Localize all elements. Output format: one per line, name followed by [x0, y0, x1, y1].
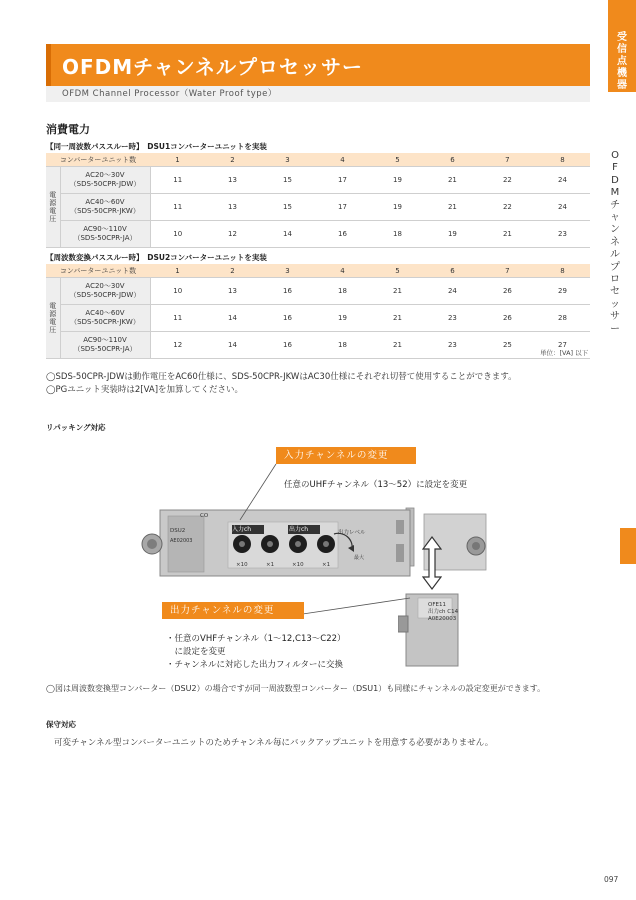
dial-label: ×10 — [236, 562, 248, 568]
table-cell: 16 — [260, 332, 315, 359]
table-cell: 15 — [260, 194, 315, 221]
table-cell: 17 — [315, 167, 370, 194]
voltage-label: AC20～30V （SDS-50CPR-JDW） — [60, 278, 150, 305]
leader-line-output — [296, 598, 410, 615]
voltage-label: AC20～30V （SDS-50CPR-JDW） — [60, 167, 150, 194]
table-cell: 13 — [205, 167, 260, 194]
table-cell: 27 — [535, 332, 590, 359]
table-cell: 13 — [205, 194, 260, 221]
col-header: 1 — [150, 153, 205, 167]
section-heading-repack: リパッキング対応 — [46, 423, 106, 432]
voltage-label: AC40～60V （SDS-50CPR-JKW） — [60, 305, 150, 332]
output-level-label: 出力レベル — [338, 530, 366, 536]
table-cell: 21 — [370, 305, 425, 332]
input-channel-callout: 入力チャンネルの変更 — [276, 447, 416, 464]
table-cell: 21 — [425, 194, 480, 221]
co-label: CO — [200, 513, 209, 519]
table-row — [46, 278, 590, 305]
table-cell: 19 — [315, 305, 370, 332]
col-header: 2 — [205, 264, 260, 278]
output-desc-2: に設定を変更 — [166, 647, 226, 657]
table-cell: 21 — [370, 332, 425, 359]
output-desc-1: ・任意のVHFチャンネル（1～12,C13～C22） — [166, 634, 346, 644]
max-label: 最大 — [354, 555, 365, 561]
table-cell: 24 — [535, 167, 590, 194]
table-cell: 24 — [425, 278, 480, 305]
output-ch-label: 出力ch — [289, 526, 309, 533]
power-table-dsu2 — [46, 264, 590, 359]
category-tab-label: 受 信 点 機 器 — [617, 32, 627, 91]
dial-label: ×1 — [322, 562, 331, 568]
power-note-2: ◯PGユニット実装時は2[VA]を加算してください。 — [46, 385, 244, 395]
table-cell: 18 — [315, 332, 370, 359]
unit-serial-label: AE02003 — [170, 538, 193, 544]
table-row — [46, 332, 590, 359]
col-header: 4 — [315, 153, 370, 167]
title-accent-strip — [46, 44, 51, 86]
table-cell: 17 — [315, 194, 370, 221]
table-cell: 19 — [370, 167, 425, 194]
table-header-row — [46, 264, 590, 278]
col-header: 8 — [535, 153, 590, 167]
table1-title: 【同一周波数パススルー時】 DSU1コンバーターユニットを実装 — [46, 142, 267, 151]
table-cell: 22 — [480, 194, 535, 221]
col-header: 4 — [315, 264, 370, 278]
header-label: コンバーターユニット数 — [46, 264, 150, 278]
table-cell: 11 — [150, 194, 205, 221]
filter-labels: OFE11 出力ch C14 A0E20003 — [428, 602, 459, 622]
section-heading-maintenance: 保守対応 — [46, 720, 76, 729]
maintenance-text: 可変チャンネル型コンバーターユニットのためチャンネル毎にバックアップユニットを用意する必要がありません。 — [54, 738, 494, 748]
header-label: コンバーターユニット数 — [46, 153, 150, 167]
table-cell: 14 — [260, 221, 315, 248]
col-header: 3 — [260, 264, 315, 278]
power-table-dsu1 — [46, 153, 590, 248]
section-heading-power: 消費電力 — [46, 123, 90, 136]
table-cell: 15 — [260, 167, 315, 194]
table-cell: 19 — [425, 221, 480, 248]
table-cell: 23 — [425, 305, 480, 332]
voltage-label: AC90～110V （SDS-50CPR-JA） — [60, 221, 150, 248]
page-title: OFDMチャンネルプロセッサー — [62, 55, 363, 79]
table-row — [46, 194, 590, 221]
bracket-screw-center — [472, 542, 480, 550]
col-header: 7 — [480, 153, 535, 167]
dial-label: ×1 — [266, 562, 275, 568]
table-cell: 23 — [535, 221, 590, 248]
group-label: 電 源 電 圧 — [46, 278, 60, 359]
col-header: 7 — [480, 264, 535, 278]
power-note-1: ◯SDS-50CPR-JDWは動作電圧をAC60仕様に、SDS-50CPR-JKWはAC30仕様にそれぞれ切替て使用することができます。 — [46, 372, 517, 382]
table-row — [46, 305, 590, 332]
table-cell: 12 — [150, 332, 205, 359]
table-cell: 29 — [535, 278, 590, 305]
table-cell: 10 — [150, 278, 205, 305]
table-row — [46, 221, 590, 248]
col-header: 8 — [535, 264, 590, 278]
output-channel-callout: 出力チャンネルの変更 — [162, 602, 304, 619]
table-header-row — [46, 153, 590, 167]
input-ch-label: 入力ch — [232, 526, 252, 533]
col-header: 6 — [425, 153, 480, 167]
table-cell: 19 — [370, 194, 425, 221]
output-desc-3: ・チャンネルに対応した出力フィルターに交換 — [166, 660, 343, 670]
table-cell: 18 — [315, 278, 370, 305]
table2-title: 【周波数変換パススルー時】 DSU2コンバーターユニットを実装 — [46, 253, 267, 262]
dial-label: ×10 — [292, 562, 304, 568]
table-cell: 22 — [480, 167, 535, 194]
side-marker-tab — [620, 528, 636, 564]
table-cell: 23 — [425, 332, 480, 359]
table-row — [46, 167, 590, 194]
voltage-label: AC90～110V （SDS-50CPR-JA） — [60, 332, 150, 359]
table-cell: 14 — [205, 332, 260, 359]
page-subtitle: OFDM Channel Processor（Water Proof type） — [62, 89, 277, 99]
col-header: 5 — [370, 153, 425, 167]
repack-note: ◯図は周波数変換型コンバーター（DSU2）の場合ですが同一周波数型コンバーター（DSU1）も同様にチャンネルの設定変更ができます。 — [46, 684, 546, 693]
page-number: 097 — [604, 875, 619, 884]
table-cell: 18 — [370, 221, 425, 248]
table-cell: 21 — [425, 167, 480, 194]
side-section-label: O F D M チ ャ ン ネ ル プ ロ セ ッ サ ー — [610, 150, 620, 335]
table-cell: 12 — [205, 221, 260, 248]
unit-model-label: DSU2 — [170, 528, 186, 534]
table-cell: 21 — [370, 278, 425, 305]
table-cell: 28 — [535, 305, 590, 332]
col-header: 6 — [425, 264, 480, 278]
col-header: 3 — [260, 153, 315, 167]
table-cell: 26 — [480, 305, 535, 332]
table-cell: 26 — [480, 278, 535, 305]
col-header: 1 — [150, 264, 205, 278]
table-cell: 13 — [205, 278, 260, 305]
table-cell: 14 — [205, 305, 260, 332]
table-cell: 16 — [315, 221, 370, 248]
col-header: 5 — [370, 264, 425, 278]
table-cell: 11 — [150, 305, 205, 332]
table-cell: 16 — [260, 305, 315, 332]
table-cell: 24 — [535, 194, 590, 221]
voltage-label: AC40～60V （SDS-50CPR-JKW） — [60, 194, 150, 221]
table-cell: 25 — [480, 332, 535, 359]
table-cell: 11 — [150, 167, 205, 194]
table-cell: 10 — [150, 221, 205, 248]
unit-note: 単位：[VA] 以下 — [540, 349, 589, 357]
col-header: 2 — [205, 153, 260, 167]
group-label: 電 源 電 圧 — [46, 167, 60, 248]
input-channel-description: 任意のUHFチャンネル（13～52）に設定を変更 — [284, 480, 468, 490]
leader-line-input — [240, 464, 276, 520]
table-cell: 21 — [480, 221, 535, 248]
table-cell: 16 — [260, 278, 315, 305]
